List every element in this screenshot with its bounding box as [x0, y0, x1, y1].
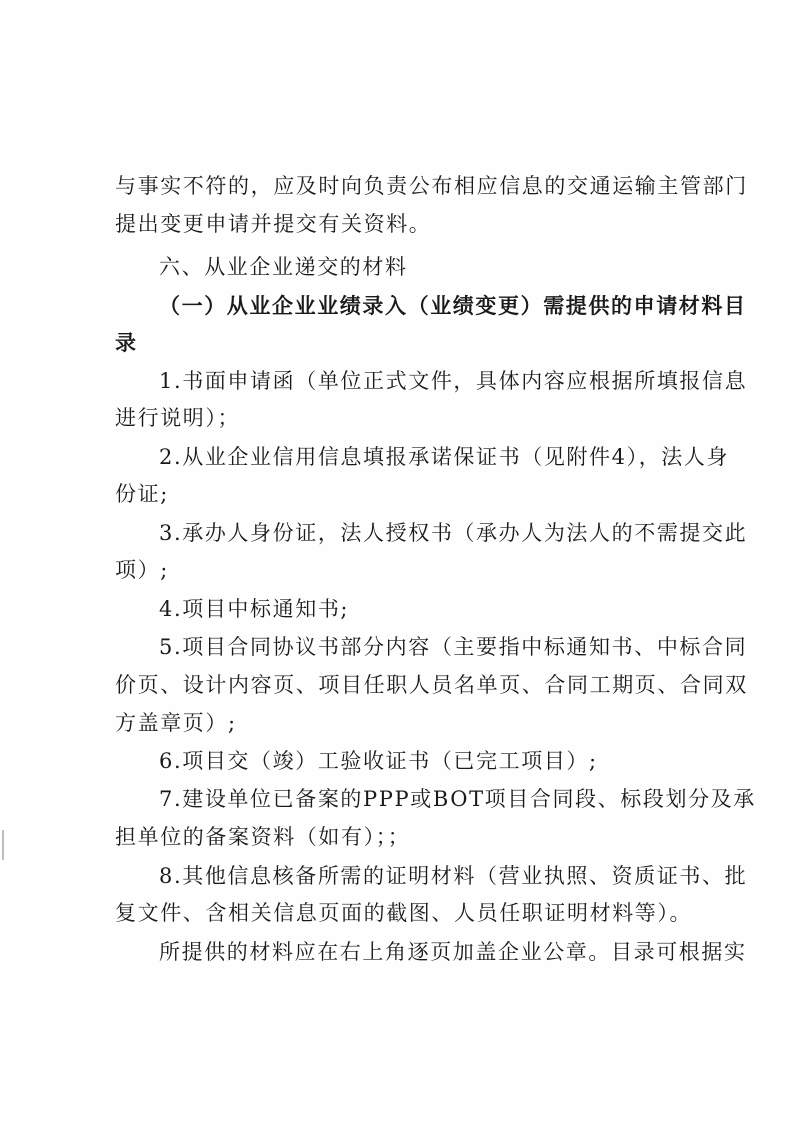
- list-item-3-continued: 项）;: [115, 558, 169, 582]
- paragraph-line: 与事实不符的，应及时向负责公布相应信息的交通运输主管部门: [115, 174, 748, 198]
- list-item-7: 7.建设单位已备案的PPP或BOT项目合同段、标段划分及承: [159, 787, 756, 811]
- paragraph-line: 提出变更申请并提交有关资料。: [115, 212, 432, 236]
- list-item-8-continued: 复文件、含相关信息页面的截图、人员任职证明材料等）。: [115, 901, 693, 925]
- list-item-1-continued: 进行说明）；: [115, 406, 241, 430]
- list-item-6: 6.项目交（竣）工验收证书（已完工项目）;: [159, 749, 598, 773]
- subsection-heading-continued: 录: [115, 330, 138, 355]
- list-item-2: 2.从业企业信用信息填报承诺保证书（见附件4），法人身: [159, 445, 730, 469]
- list-item-5-continued: 价页、设计内容页、项目任职人员名单页、合同工期页、合同双: [115, 673, 748, 697]
- scan-edge-mark: [2, 830, 4, 860]
- list-item-4: 4.项目中标通知书;: [159, 597, 350, 621]
- list-item-5: 5.项目合同协议书部分内容（主要指中标通知书、中标合同: [159, 635, 748, 659]
- list-item-8: 8.其他信息核备所需的证明材料（营业执照、资质证书、批: [159, 864, 748, 888]
- list-item-5-continued: 方盖章页）;: [115, 711, 237, 735]
- subsection-heading: （一）从业企业业绩录入（业绩变更）需提供的申请材料目: [159, 293, 747, 318]
- list-item-1: 1.书面申请函（单位正式文件，具体内容应根据所填报信息: [159, 369, 748, 393]
- list-item-2-continued: 份证;: [115, 482, 169, 506]
- section-heading: 六、从业企业递交的材料: [159, 255, 408, 279]
- list-item-7-continued: 担单位的备案资料（如有）；；: [115, 825, 411, 849]
- list-item-3: 3.承办人身份证，法人授权书（承办人为法人的不需提交此: [159, 521, 748, 545]
- paragraph-line: 所提供的材料应在右上角逐页加盖企业公章。目录可根据实: [159, 940, 747, 964]
